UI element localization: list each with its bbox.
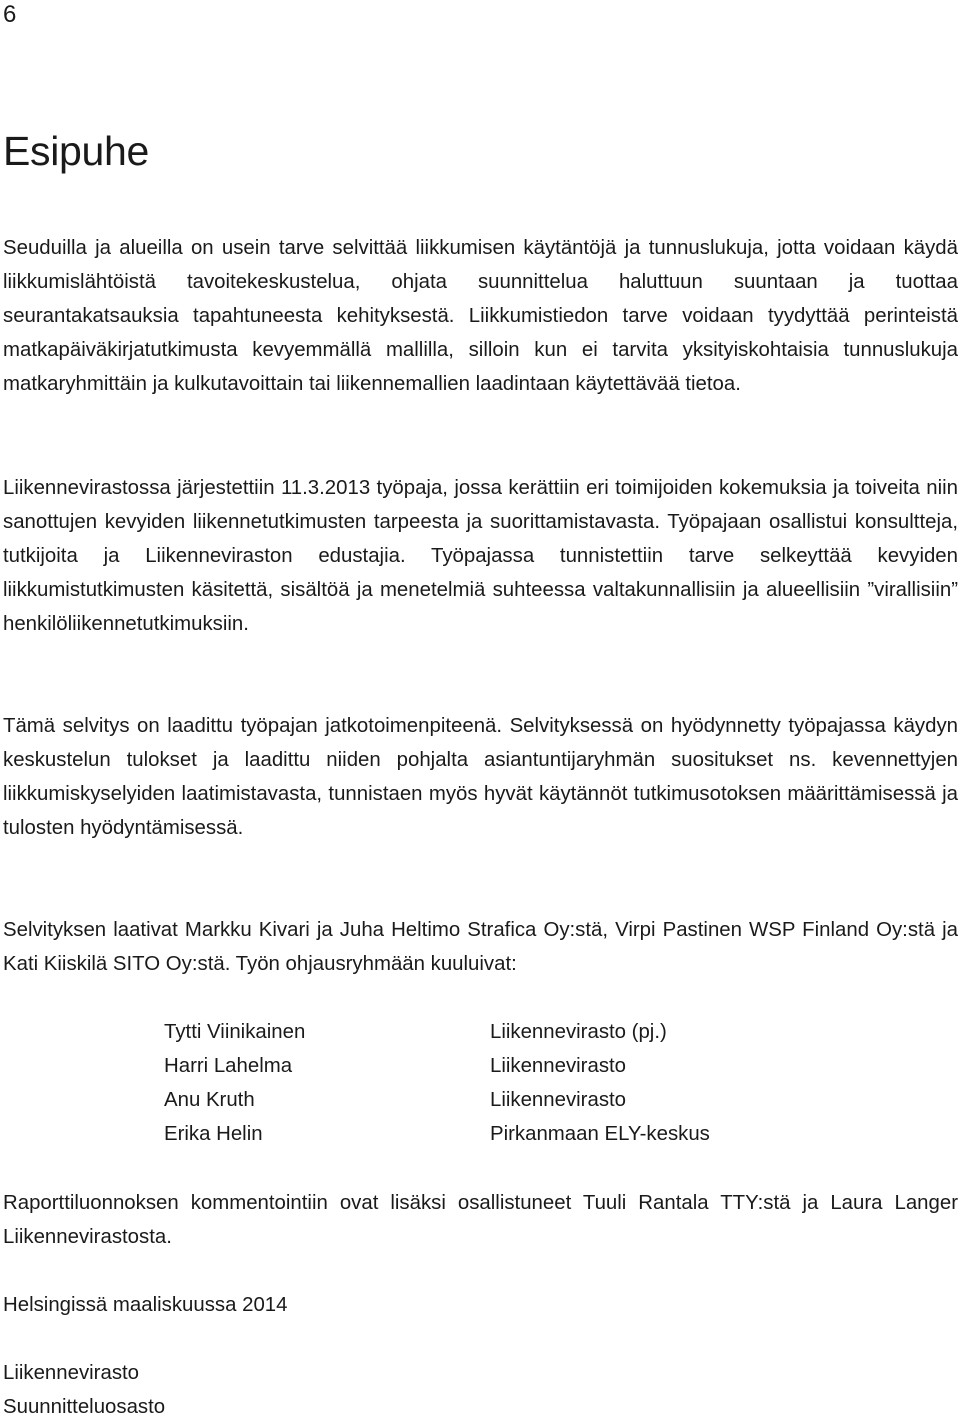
signature-organization: Liikennevirasto <box>3 1362 140 1384</box>
signature-department: Suunnitteluosasto <box>3 1396 166 1418</box>
paragraph-workshop-text: Liikennevirastossa järjestettiin 11.3.2013 työpaja, jossa kerättiin eri toimijoiden kokemuksia ja toiveita niin sanottujen kevyiden liikennetutkimusten tarpeesta ja suorittamistavasta. Työpajaan osallistui konsultteja, tutkijoita ja Liikenneviraston edustajia. Työpajassa tunnistettiin tarve selkeyttää kevyiden liikkumistutkimusten käsitettä, sisältöä ja menetelmiä suhteessa valtakunnallisiin ja alueellisiin ”virallisiin” henkilöliikennetutkimuksiin. <box>3 477 958 635</box>
paragraph-authors <box>3 913 958 981</box>
list-item <box>164 1083 844 1117</box>
place-date-text: Helsingissä maaliskuussa 2014 <box>3 1294 288 1316</box>
paragraph-report-text: Tämä selvitys on laadittu työpajan jatkotoimenpiteenä. Selvityksessä on hyödynnetty työpajassa käydyn keskustelun tulokset ja laadittu niiden pohjalta asiantuntijaryhmän suositukset ns. kevennettyjen liikkumiskyselyiden laatimistavasta, tunnistaen myös hyvät käytännöt tutkimusotoksen määrittämisessä ja tulosten hyödyntämisessä. <box>3 715 958 839</box>
member-name: Anu Kruth <box>164 1089 255 1111</box>
paragraph-report <box>3 709 958 845</box>
member-name: Tytti Viinikainen <box>164 1021 306 1043</box>
signature-block <box>3 1356 958 1424</box>
list-item <box>164 1049 844 1083</box>
member-organization: Liikennevirasto (pj.) <box>490 1021 667 1043</box>
paragraph-intro-text: Seuduilla ja alueilla on usein tarve selvittää liikkumisen käytäntöjä ja tunnuslukuja, jotta voidaan käydä liikkumislähtöistä tavoitekeskustelua, ohjata suunnittelua haluttuun suuntaan ja tuottaa seurantakatsauksia tapahtuneesta kehityksestä. Liikkumistiedon tarve voidaan tyydyttää perinteistä matkapäiväkirjatutkimusta kevyemmällä mallilla, silloin kun ei tarvita yksityiskohtaisia tunnuslukuja matkaryhmittäin ja kulkutavoittain tai liikennemallien laadintaan käytettävää tietoa. <box>3 237 958 395</box>
member-organization: Liikennevirasto <box>490 1055 627 1077</box>
list-item <box>164 1015 844 1049</box>
member-name: Harri Lahelma <box>164 1055 293 1077</box>
page-number: 6 <box>3 1 17 28</box>
list-item <box>164 1117 844 1151</box>
member-organization: Pirkanmaan ELY-keskus <box>490 1123 710 1145</box>
steering-group-list <box>164 1015 844 1151</box>
paragraph-authors-text: Selvityksen laativat Markku Kivari ja Juha Heltimo Strafica Oy:stä, Virpi Pastinen WSP Finland Oy:stä ja Kati Kiiskilä SITO Oy:stä. Työn ohjausryhmään kuuluivat: <box>3 919 958 975</box>
paragraph-commenters-text: Raporttiluonnoksen kommentointiin ovat lisäksi osallistuneet Tuuli Rantala TTY:stä ja Laura Langer Liikennevirastosta. <box>3 1192 958 1248</box>
paragraph-intro <box>3 231 958 401</box>
page-title: Esipuhe <box>3 128 150 174</box>
member-name: Erika Helin <box>164 1123 263 1145</box>
member-organization: Liikennevirasto <box>490 1089 627 1111</box>
paragraph-commenters <box>3 1186 958 1254</box>
place-and-date <box>3 1288 958 1322</box>
paragraph-workshop <box>3 471 958 641</box>
